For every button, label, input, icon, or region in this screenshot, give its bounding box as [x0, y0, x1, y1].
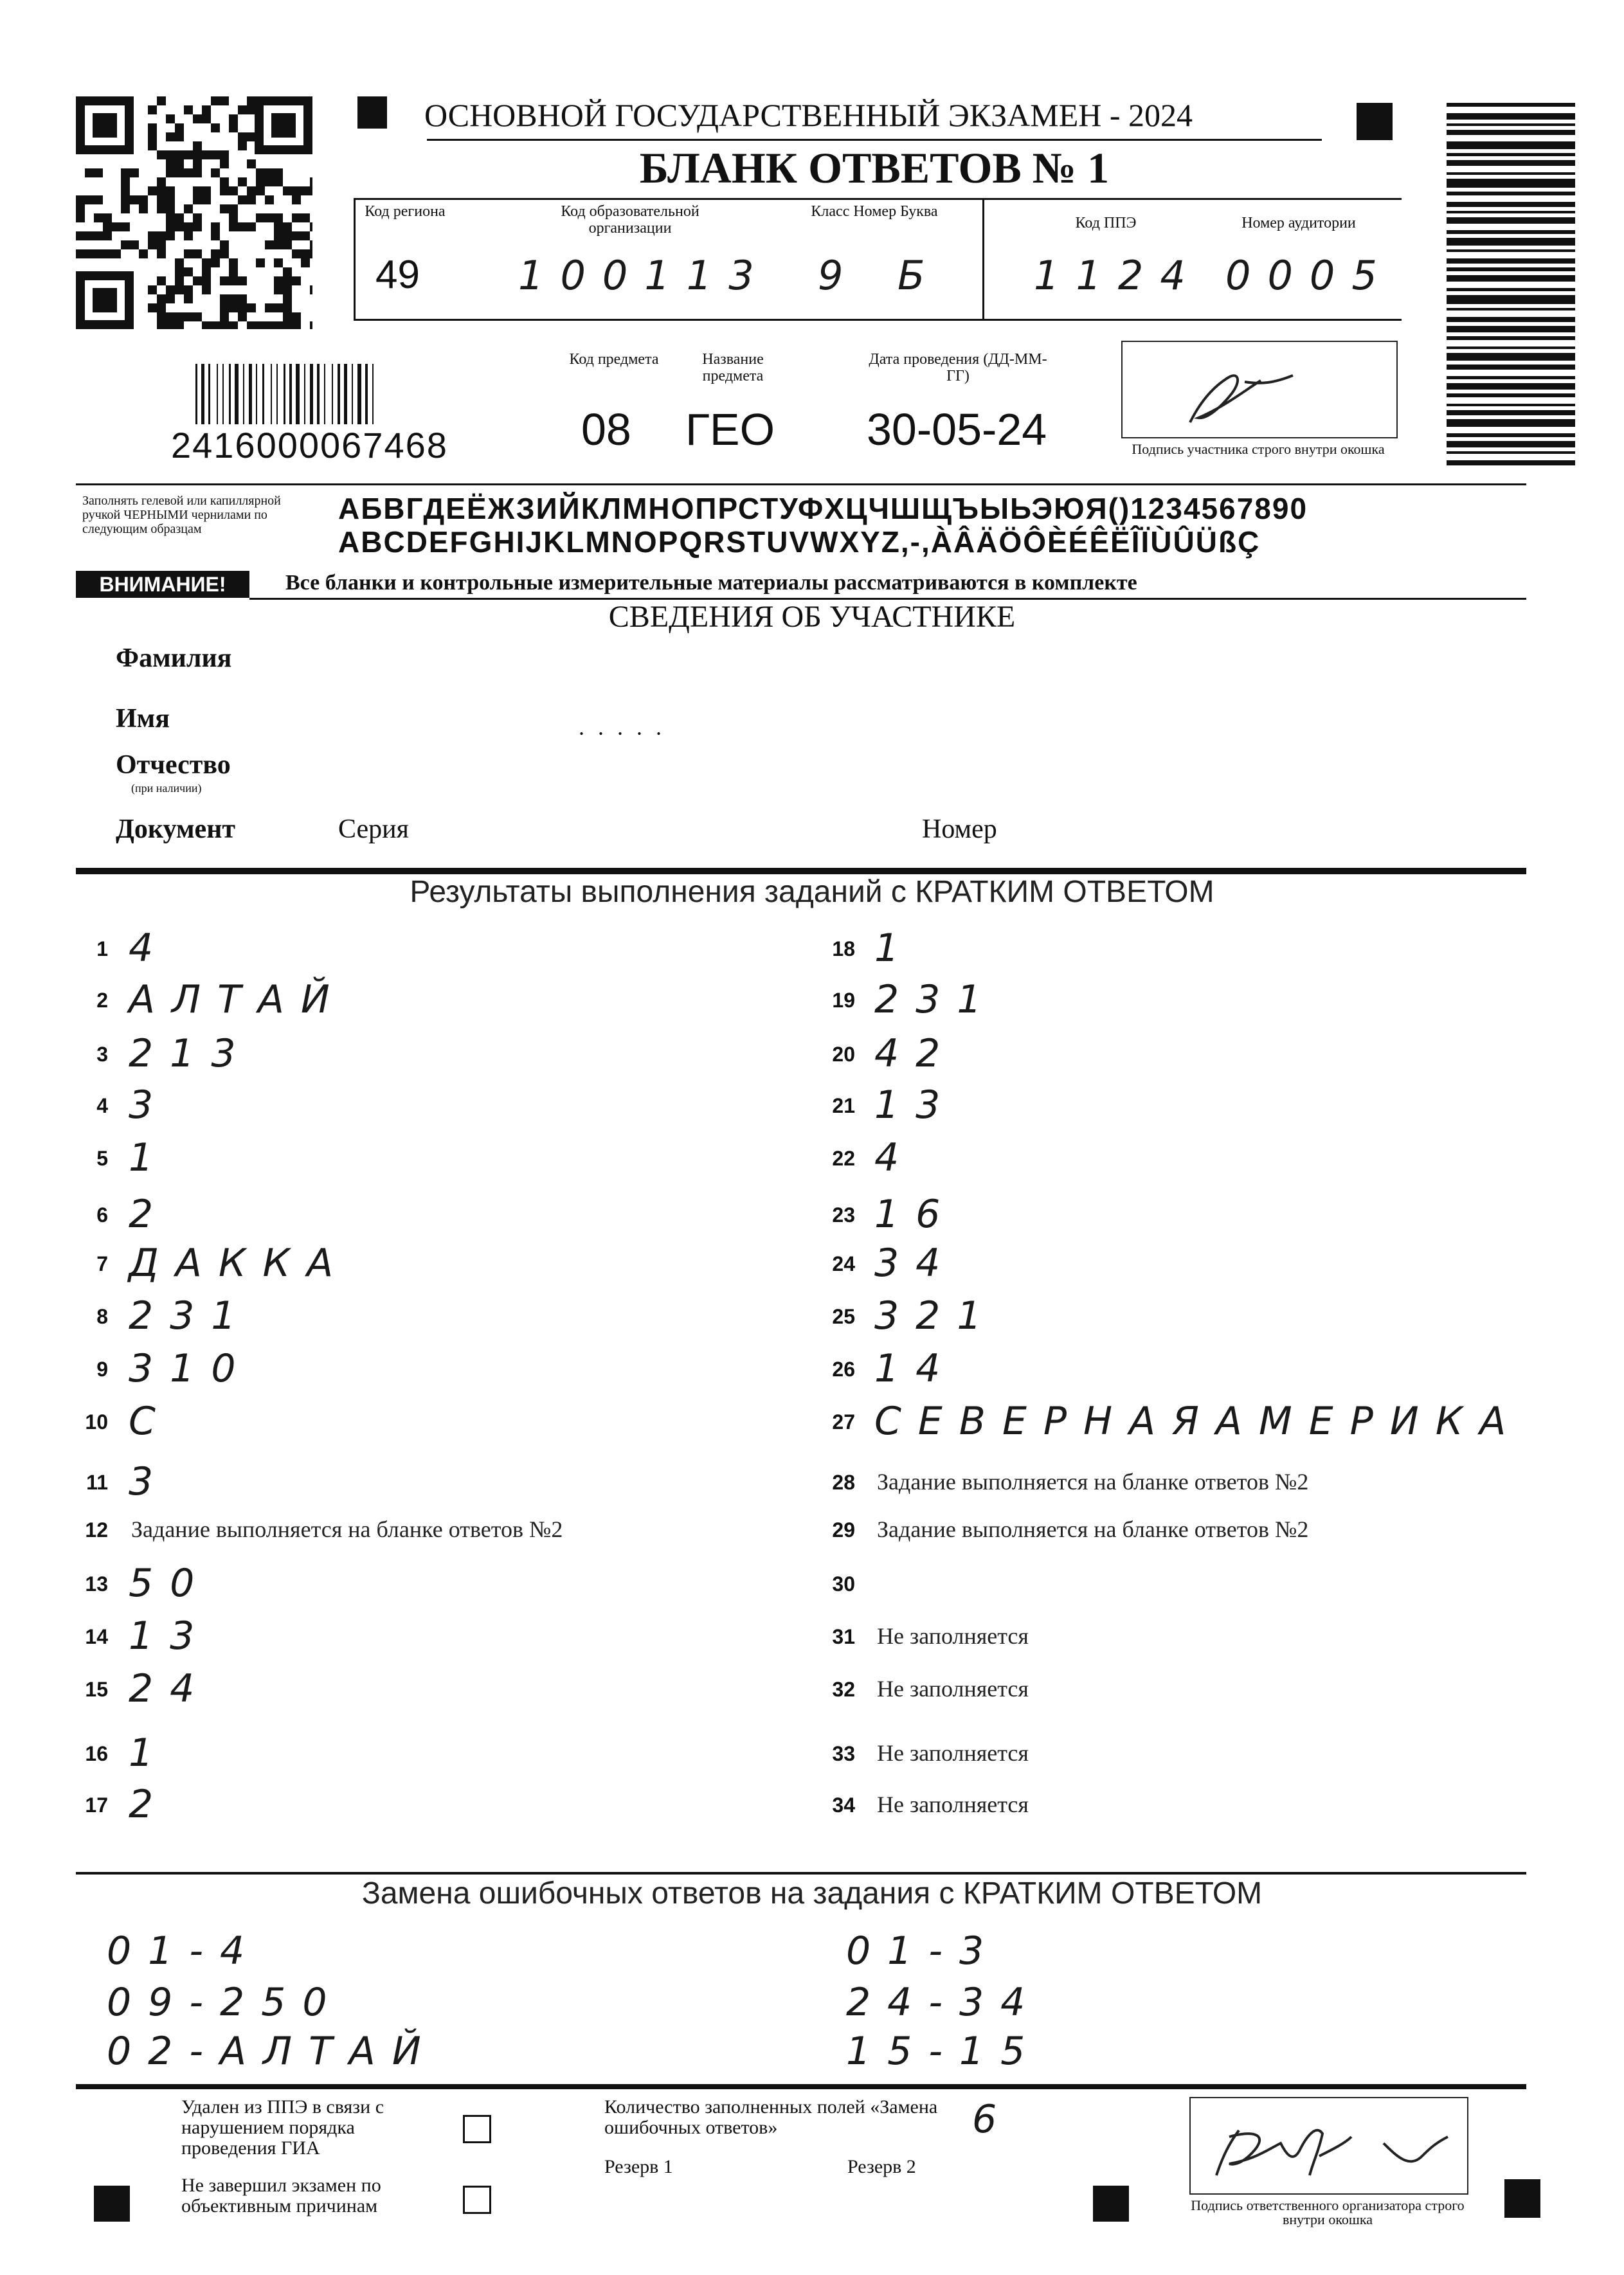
- ppe-label: Код ППЭ: [1075, 215, 1137, 231]
- barcode-digits: 2416000067468: [168, 424, 451, 466]
- task-number: 13: [85, 1572, 108, 1596]
- task-number: 34: [832, 1794, 855, 1817]
- task-number: 4: [96, 1094, 108, 1117]
- task-answer: 13: [129, 1614, 212, 1659]
- task-number: 21: [832, 1094, 855, 1117]
- not-finished-label: Не завершил экзамен по объективным причинам: [181, 2175, 381, 2217]
- task-number: 9: [96, 1358, 108, 1381]
- replacements-section-title: Замена ошибочных ответов на задания с КРАТКИМ ОТВЕТОМ: [361, 1876, 1263, 1911]
- task-number: 25: [832, 1305, 855, 1328]
- task-number: 10: [85, 1410, 108, 1434]
- attention-badge: ВНИМАНИЕ!: [76, 571, 249, 598]
- task-row: [0, 1619, 1624, 1657]
- task-note: Задание выполняется на бланке ответов №2: [131, 1516, 563, 1542]
- task-answer: 213: [129, 1031, 253, 1076]
- task-answer: 231: [874, 977, 998, 1022]
- task-answer: ДАККА: [129, 1241, 350, 1286]
- task-row: [0, 926, 1624, 971]
- task-number: 20: [832, 1043, 855, 1066]
- task-number: 18: [832, 937, 855, 960]
- task-row: [0, 1241, 1624, 1286]
- divider: [76, 483, 1526, 485]
- task-answer: 1: [874, 926, 916, 971]
- region-label: Код региона: [365, 203, 446, 220]
- name-label: Имя: [116, 704, 170, 733]
- task-number: 1: [96, 937, 108, 960]
- ppe-value: 1124: [1034, 252, 1202, 299]
- task-number: 30: [832, 1572, 855, 1596]
- divider: [982, 198, 984, 320]
- task-number: 16: [85, 1742, 108, 1765]
- not-finished-checkbox[interactable]: [463, 2186, 491, 2214]
- reserve-1-label: Резерв 1: [604, 2156, 673, 2177]
- task-number: 11: [86, 1471, 108, 1494]
- task-number: 31: [832, 1625, 855, 1648]
- divider: [76, 2084, 1526, 2089]
- task-number: 8: [96, 1305, 108, 1328]
- task-note: Задание выполняется на бланке ответов №2: [877, 1516, 1309, 1542]
- marker-square: [1357, 103, 1393, 140]
- task-row: [0, 1399, 1624, 1444]
- document-label: Документ: [116, 814, 236, 844]
- subject-code-label: Код предмета: [569, 351, 659, 368]
- removed-checkbox[interactable]: [463, 2115, 491, 2143]
- task-note: Не заполняется: [877, 1623, 1029, 1649]
- room-value: 0005: [1225, 252, 1394, 299]
- task-note: Не заполняется: [877, 1792, 1029, 1817]
- task-row: [0, 1083, 1624, 1128]
- organizer-signature-box: [1189, 2097, 1468, 2195]
- task-answer: 4: [129, 926, 170, 971]
- marker-square: [1093, 2186, 1129, 2222]
- task-number: 27: [832, 1410, 855, 1434]
- task-number: 33: [832, 1742, 855, 1765]
- signature-icon: [1123, 342, 1396, 437]
- task-note: Задание выполняется на бланке ответов №2: [877, 1469, 1309, 1495]
- task-number: 14: [85, 1625, 108, 1648]
- task-number: 5: [96, 1147, 108, 1170]
- sample-row-cyrillic: АБВГДЕЁЖЗИЙКЛМНОПРСТУФХЦЧШЩЪЫЬЭЮЯ()1234567890: [338, 492, 1308, 525]
- task-row: [0, 1346, 1624, 1391]
- task-row: [0, 977, 1624, 1022]
- task-number: 23: [832, 1203, 855, 1227]
- divider: [76, 1872, 1526, 1875]
- task-row: [0, 1736, 1624, 1774]
- task-row: [0, 1671, 1624, 1710]
- signature-icon: [1191, 2098, 1467, 2193]
- replacement-count-value: 6: [972, 2097, 1014, 2142]
- task-row: [0, 1293, 1624, 1338]
- date-value: 30-05-24: [867, 404, 1047, 454]
- task-answer: СЕВЕРНАЯАМЕРИКА: [874, 1399, 1523, 1444]
- series-label: Серия: [338, 814, 409, 844]
- form-title: БЛАНК ОТВЕТОВ № 1: [639, 143, 1110, 192]
- org-label: Код образовательной организации: [561, 203, 699, 237]
- task-number: 15: [85, 1678, 108, 1701]
- removed-label: Удален из ППЭ в связи с нарушением порядка проведения ГИА: [181, 2096, 384, 2159]
- task-answer: 2: [129, 1782, 170, 1827]
- replacement-entry: 15-15: [846, 2029, 1042, 2074]
- divider: [427, 139, 1322, 141]
- name-value: . . . . .: [579, 714, 665, 740]
- reserve-2-label: Резерв 2: [847, 2156, 916, 2177]
- signature-caption: Подпись участника строго внутри окошка: [1132, 441, 1385, 457]
- patronymic-label: Отчество: [116, 750, 231, 780]
- replacement-entry: 24-34: [846, 1980, 1042, 2025]
- replacement-entry: 01-3: [846, 1929, 1001, 1974]
- task-row: [0, 1031, 1624, 1076]
- task-number: 26: [832, 1358, 855, 1381]
- date-label: Дата проведения (ДД-ММ-ГГ): [869, 351, 1047, 384]
- task-answer: 231: [129, 1293, 253, 1338]
- org-value: 100113: [518, 252, 771, 299]
- task-row: [0, 1464, 1624, 1503]
- marker-square: [357, 96, 387, 129]
- divider: [354, 198, 356, 320]
- divider: [354, 319, 1402, 321]
- task-number: 12: [85, 1518, 108, 1542]
- replacement-entry: 02-АЛТАЙ: [107, 2029, 438, 2074]
- subject-name-value: ГЕО: [685, 404, 775, 454]
- task-answer: 1: [129, 1135, 170, 1180]
- task-answer: 3: [129, 1459, 170, 1504]
- task-answer: 4: [874, 1135, 916, 1180]
- number-label: Номер: [922, 814, 997, 844]
- replacement-entry: 09-250: [107, 1980, 344, 2025]
- task-row: [0, 1192, 1624, 1237]
- organizer-signature-caption: Подпись ответственного организатора строго внутри окошка: [1191, 2197, 1465, 2227]
- sample-row-latin: ABCDEFGHIJKLMNOPQRSTUVWXYZ,-,ÀÂÄÖÔÈÉÊËÎÏÙÛÜßÇ: [338, 525, 1261, 559]
- class-letter: Б: [898, 252, 942, 299]
- patronymic-note: (при наличии): [131, 782, 202, 795]
- qr-code-icon: [76, 96, 312, 329]
- task-number: 28: [832, 1471, 855, 1494]
- region-value: 49: [375, 253, 420, 297]
- task-number: 7: [96, 1252, 108, 1275]
- task-answer: АЛТАЙ: [129, 977, 347, 1022]
- task-answer: 13: [874, 1083, 957, 1128]
- task-note: Не заполняется: [877, 1676, 1029, 1702]
- task-number: 32: [832, 1678, 855, 1701]
- exam-title: ОСНОВНОЙ ГОСУДАРСТВЕННЫЙ ЭКЗАМЕН - 2024: [424, 97, 1193, 133]
- task-answer: С: [129, 1399, 172, 1444]
- task-answer: 321: [874, 1293, 998, 1338]
- task-row: [0, 1135, 1624, 1180]
- task-row: [0, 1512, 1624, 1551]
- task-answer: 3: [129, 1083, 170, 1128]
- task-number: 3: [96, 1043, 108, 1066]
- task-answer: 24: [129, 1666, 212, 1711]
- task-answer: 42: [874, 1031, 957, 1076]
- subject-code-value: 08: [581, 404, 631, 454]
- task-answer: 1: [129, 1731, 170, 1776]
- task-number: 24: [832, 1252, 855, 1275]
- sample-instruction: Заполнять гелевой или капиллярной ручкой ЧЕРНЫМИ чернилами по следующим образцам: [82, 494, 281, 536]
- task-answer: 34: [874, 1241, 957, 1286]
- class-number: 9: [818, 252, 860, 299]
- replacement-count-label: Количество заполненных полей «Замена ошибочных ответов»: [604, 2096, 938, 2138]
- task-row: [0, 1566, 1624, 1605]
- marker-square: [1504, 2179, 1540, 2218]
- task-row: [0, 1787, 1624, 1826]
- task-note: Не заполняется: [877, 1740, 1029, 1766]
- task-number: 6: [96, 1203, 108, 1227]
- subject-name-label: Название предмета: [702, 351, 764, 384]
- divider: [76, 868, 1526, 874]
- task-number: 29: [832, 1518, 855, 1542]
- task-answer: 2: [129, 1192, 170, 1237]
- barcode-icon: [1447, 103, 1582, 482]
- task-number: 2: [96, 989, 108, 1012]
- task-number: 22: [832, 1147, 855, 1170]
- replacement-entry: 01-4: [107, 1929, 262, 1974]
- task-answer: 310: [129, 1346, 253, 1391]
- marker-square: [94, 2186, 130, 2222]
- participant-signature-box: [1121, 341, 1398, 438]
- surname-label: Фамилия: [116, 643, 232, 673]
- task-answer: 16: [874, 1192, 957, 1237]
- divider: [354, 198, 1402, 200]
- task-answer: 14: [874, 1346, 957, 1391]
- room-label: Номер аудитории: [1241, 215, 1356, 231]
- task-number: 19: [832, 989, 855, 1012]
- participant-section-title: СВЕДЕНИЯ ОБ УЧАСТНИКЕ: [608, 600, 1016, 634]
- notice-text: Все бланки и контрольные измерительные материалы рассматриваются в комплекте: [285, 571, 1137, 595]
- class-label: Класс Номер Буква: [811, 203, 938, 220]
- results-section-title: Результаты выполнения заданий с КРАТКИМ ОТВЕТОМ: [410, 875, 1214, 909]
- task-answer: 50: [129, 1561, 212, 1606]
- task-number: 17: [85, 1794, 108, 1817]
